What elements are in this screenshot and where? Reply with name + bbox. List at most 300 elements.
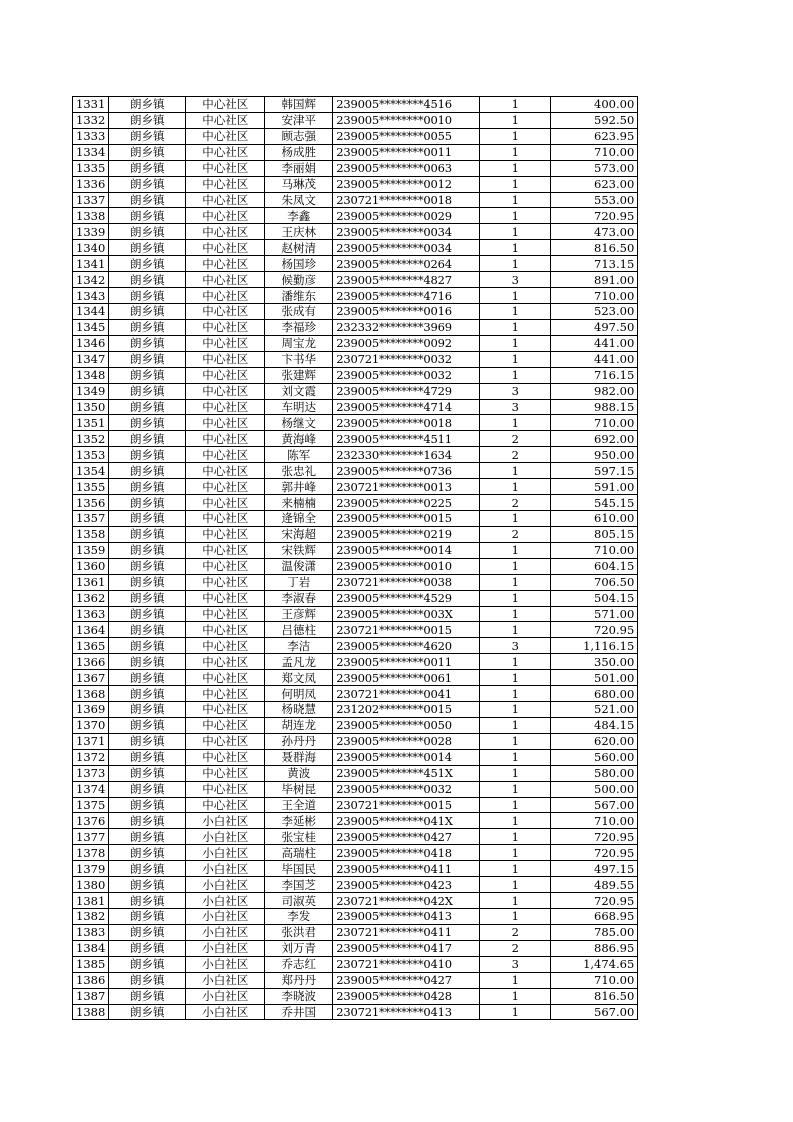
town-cell: 朗乡镇 [109,765,186,781]
household-count-cell: 1 [480,1004,551,1020]
household-count-cell: 1 [480,877,551,893]
id-number-cell: 239005********003X [333,606,480,622]
amount-cell: 891.00 [551,272,638,288]
community-cell: 中心社区 [186,112,265,128]
table-row [73,781,638,797]
name-cell: 陈军 [265,447,333,463]
name-cell: 韩国辉 [265,97,333,113]
town-cell: 朗乡镇 [109,845,186,861]
row-number-cell: 1366 [73,654,109,670]
table-row [73,224,638,240]
community-cell: 小白社区 [186,988,265,1004]
community-cell: 中心社区 [186,176,265,192]
community-cell: 小白社区 [186,1004,265,1020]
household-count-cell: 1 [480,367,551,383]
table-row [73,144,638,160]
row-number-cell: 1378 [73,845,109,861]
town-cell: 朗乡镇 [109,909,186,925]
amount-cell: 716.15 [551,367,638,383]
amount-cell: 710.00 [551,144,638,160]
community-cell: 中心社区 [186,160,265,176]
name-cell: 卞书华 [265,351,333,367]
town-cell: 朗乡镇 [109,638,186,654]
id-number-cell: 239005********4516 [333,97,480,113]
town-cell: 朗乡镇 [109,319,186,335]
id-number-cell: 232332********3969 [333,319,480,335]
name-cell: 张建辉 [265,367,333,383]
name-cell: 李延彬 [265,813,333,829]
community-cell: 小白社区 [186,813,265,829]
row-number-cell: 1373 [73,765,109,781]
amount-cell: 710.00 [551,415,638,431]
row-number-cell: 1334 [73,144,109,160]
name-cell: 李淑春 [265,590,333,606]
amount-cell: 545.15 [551,495,638,511]
town-cell: 朗乡镇 [109,988,186,1004]
name-cell: 李鑫 [265,208,333,224]
amount-cell: 553.00 [551,192,638,208]
household-count-cell: 1 [480,144,551,160]
community-cell: 中心社区 [186,797,265,813]
id-number-cell: 239005********0225 [333,495,480,511]
id-number-cell: 230721********0413 [333,1004,480,1020]
community-cell: 中心社区 [186,463,265,479]
amount-cell: 720.95 [551,208,638,224]
household-count-cell: 1 [480,128,551,144]
name-cell: 毕树昆 [265,781,333,797]
table-row [73,526,638,542]
household-count-cell: 1 [480,797,551,813]
community-cell: 小白社区 [186,893,265,909]
id-number-cell: 239005********0012 [333,176,480,192]
town-cell: 朗乡镇 [109,526,186,542]
town-cell: 朗乡镇 [109,224,186,240]
community-cell: 小白社区 [186,845,265,861]
row-number-cell: 1376 [73,813,109,829]
row-number-cell: 1377 [73,829,109,845]
id-number-cell: 239005********0219 [333,526,480,542]
name-cell: 温俊潇 [265,558,333,574]
id-number-cell: 239005********0411 [333,861,480,877]
amount-cell: 805.15 [551,526,638,542]
community-cell: 小白社区 [186,909,265,925]
amount-cell: 521.00 [551,702,638,718]
row-number-cell: 1349 [73,383,109,399]
id-number-cell: 239005********0010 [333,112,480,128]
amount-cell: 710.00 [551,813,638,829]
community-cell: 中心社区 [186,192,265,208]
town-cell: 朗乡镇 [109,590,186,606]
household-count-cell: 1 [480,845,551,861]
amount-cell: 668.95 [551,909,638,925]
row-number-cell: 1386 [73,972,109,988]
name-cell: 刘文霞 [265,383,333,399]
household-count-cell: 1 [480,574,551,590]
amount-cell: 623.95 [551,128,638,144]
amount-cell: 400.00 [551,97,638,113]
table-row [73,797,638,813]
row-number-cell: 1364 [73,622,109,638]
id-number-cell: 239005********0423 [333,877,480,893]
name-cell: 孙丹丹 [265,733,333,749]
amount-cell: 706.50 [551,574,638,590]
id-number-cell: 239005********0028 [333,733,480,749]
name-cell: 杨继文 [265,415,333,431]
town-cell: 朗乡镇 [109,288,186,304]
name-cell: 黄波 [265,765,333,781]
town-cell: 朗乡镇 [109,367,186,383]
town-cell: 朗乡镇 [109,399,186,415]
table-row [73,431,638,447]
town-cell: 朗乡镇 [109,479,186,495]
town-cell: 朗乡镇 [109,192,186,208]
roster-table [72,96,638,1020]
household-count-cell: 1 [480,319,551,335]
row-number-cell: 1365 [73,638,109,654]
town-cell: 朗乡镇 [109,717,186,733]
table-row [73,606,638,622]
amount-cell: 484.15 [551,717,638,733]
community-cell: 中心社区 [186,526,265,542]
town-cell: 朗乡镇 [109,351,186,367]
id-number-cell: 239005********0014 [333,542,480,558]
row-number-cell: 1348 [73,367,109,383]
table-row [73,256,638,272]
name-cell: 马琳茂 [265,176,333,192]
row-number-cell: 1360 [73,558,109,574]
row-number-cell: 1369 [73,702,109,718]
town-cell: 朗乡镇 [109,813,186,829]
id-number-cell: 230721********0032 [333,351,480,367]
town-cell: 朗乡镇 [109,829,186,845]
household-count-cell: 1 [480,829,551,845]
name-cell: 王彦辉 [265,606,333,622]
id-number-cell: 230721********0013 [333,479,480,495]
amount-cell: 720.95 [551,845,638,861]
amount-cell: 350.00 [551,654,638,670]
community-cell: 中心社区 [186,733,265,749]
community-cell: 小白社区 [186,924,265,940]
table-row [73,160,638,176]
table-row [73,924,638,940]
amount-cell: 504.15 [551,590,638,606]
household-count-cell: 1 [480,861,551,877]
amount-cell: 710.00 [551,972,638,988]
id-number-cell: 230721********0411 [333,924,480,940]
table-row [73,128,638,144]
table-row [73,351,638,367]
household-count-cell: 1 [480,909,551,925]
community-cell: 中心社区 [186,686,265,702]
town-cell: 朗乡镇 [109,144,186,160]
household-count-cell: 1 [480,733,551,749]
table-row [73,702,638,718]
amount-cell: 785.00 [551,924,638,940]
community-cell: 小白社区 [186,956,265,972]
name-cell: 杨国珍 [265,256,333,272]
row-number-cell: 1387 [73,988,109,1004]
community-cell: 中心社区 [186,272,265,288]
household-count-cell: 1 [480,717,551,733]
household-count-cell: 3 [480,399,551,415]
household-count-cell: 1 [480,288,551,304]
id-number-cell: 239005********0264 [333,256,480,272]
community-cell: 小白社区 [186,861,265,877]
id-number-cell: 230721********0015 [333,622,480,638]
row-number-cell: 1379 [73,861,109,877]
name-cell: 张成有 [265,303,333,319]
amount-cell: 592.50 [551,112,638,128]
table-row [73,319,638,335]
household-count-cell: 1 [480,97,551,113]
household-count-cell: 2 [480,431,551,447]
household-count-cell: 1 [480,240,551,256]
amount-cell: 713.15 [551,256,638,272]
name-cell: 丁岩 [265,574,333,590]
town-cell: 朗乡镇 [109,877,186,893]
table-row [73,510,638,526]
table-row [73,112,638,128]
row-number-cell: 1358 [73,526,109,542]
household-count-cell: 1 [480,765,551,781]
community-cell: 中心社区 [186,447,265,463]
name-cell: 李晓波 [265,988,333,1004]
row-number-cell: 1375 [73,797,109,813]
town-cell: 朗乡镇 [109,749,186,765]
name-cell: 周宝龙 [265,335,333,351]
household-count-cell: 1 [480,208,551,224]
id-number-cell: 239005********0428 [333,988,480,1004]
town-cell: 朗乡镇 [109,208,186,224]
town-cell: 朗乡镇 [109,112,186,128]
table-row [73,829,638,845]
community-cell: 中心社区 [186,128,265,144]
row-number-cell: 1331 [73,97,109,113]
table-row [73,240,638,256]
id-number-cell: 230721********0015 [333,797,480,813]
name-cell: 张宝桂 [265,829,333,845]
household-count-cell: 1 [480,256,551,272]
name-cell: 吕德柱 [265,622,333,638]
town-cell: 朗乡镇 [109,940,186,956]
household-count-cell: 1 [480,335,551,351]
roster-table-body [73,97,638,1020]
town-cell: 朗乡镇 [109,303,186,319]
amount-cell: 500.00 [551,781,638,797]
table-row [73,590,638,606]
id-number-cell: 239005********4511 [333,431,480,447]
id-number-cell: 239005********0092 [333,335,480,351]
id-number-cell: 239005********041X [333,813,480,829]
row-number-cell: 1367 [73,670,109,686]
name-cell: 李丽娟 [265,160,333,176]
household-count-cell: 3 [480,272,551,288]
amount-cell: 441.00 [551,351,638,367]
name-cell: 杨晓慧 [265,702,333,718]
id-number-cell: 239005********4827 [333,272,480,288]
name-cell: 逄锦全 [265,510,333,526]
table-row [73,638,638,654]
name-cell: 聂群海 [265,749,333,765]
table-row [73,893,638,909]
id-number-cell: 239005********0034 [333,240,480,256]
household-count-cell: 1 [480,893,551,909]
community-cell: 中心社区 [186,654,265,670]
id-number-cell: 239005********0032 [333,781,480,797]
id-number-cell: 239005********0055 [333,128,480,144]
table-row [73,813,638,829]
row-number-cell: 1339 [73,224,109,240]
household-count-cell: 1 [480,479,551,495]
household-count-cell: 1 [480,972,551,988]
id-number-cell: 239005********0014 [333,749,480,765]
id-number-cell: 239005********0010 [333,558,480,574]
name-cell: 高瑞柱 [265,845,333,861]
town-cell: 朗乡镇 [109,128,186,144]
community-cell: 中心社区 [186,590,265,606]
name-cell: 黄海峰 [265,431,333,447]
amount-cell: 571.00 [551,606,638,622]
amount-cell: 560.00 [551,749,638,765]
row-number-cell: 1336 [73,176,109,192]
table-row [73,670,638,686]
household-count-cell: 1 [480,224,551,240]
community-cell: 中心社区 [186,224,265,240]
table-row [73,288,638,304]
amount-cell: 692.00 [551,431,638,447]
row-number-cell: 1335 [73,160,109,176]
id-number-cell: 239005********0418 [333,845,480,861]
amount-cell: 441.00 [551,335,638,351]
household-count-cell: 2 [480,495,551,511]
row-number-cell: 1363 [73,606,109,622]
row-number-cell: 1337 [73,192,109,208]
id-number-cell: 239005********0427 [333,972,480,988]
town-cell: 朗乡镇 [109,797,186,813]
community-cell: 中心社区 [186,765,265,781]
row-number-cell: 1342 [73,272,109,288]
id-number-cell: 239005********0061 [333,670,480,686]
row-number-cell: 1382 [73,909,109,925]
row-number-cell: 1380 [73,877,109,893]
table-row [73,622,638,638]
household-count-cell: 1 [480,303,551,319]
name-cell: 李发 [265,909,333,925]
community-cell: 中心社区 [186,97,265,113]
town-cell: 朗乡镇 [109,893,186,909]
town-cell: 朗乡镇 [109,240,186,256]
household-count-cell: 1 [480,510,551,526]
row-number-cell: 1354 [73,463,109,479]
town-cell: 朗乡镇 [109,654,186,670]
community-cell: 中心社区 [186,208,265,224]
household-count-cell: 1 [480,813,551,829]
community-cell: 中心社区 [186,670,265,686]
row-number-cell: 1370 [73,717,109,733]
id-number-cell: 239005********0015 [333,510,480,526]
table-row [73,542,638,558]
household-count-cell: 1 [480,415,551,431]
table-row [73,272,638,288]
household-count-cell: 1 [480,702,551,718]
id-number-cell: 230721********0038 [333,574,480,590]
name-cell: 赵树清 [265,240,333,256]
town-cell: 朗乡镇 [109,670,186,686]
row-number-cell: 1372 [73,749,109,765]
community-cell: 中心社区 [186,303,265,319]
community-cell: 中心社区 [186,749,265,765]
household-count-cell: 1 [480,542,551,558]
row-number-cell: 1362 [73,590,109,606]
table-row [73,686,638,702]
table-row [73,399,638,415]
amount-cell: 610.00 [551,510,638,526]
row-number-cell: 1341 [73,256,109,272]
household-count-cell: 1 [480,749,551,765]
name-cell: 乔井国 [265,1004,333,1020]
row-number-cell: 1332 [73,112,109,128]
table-row [73,733,638,749]
household-count-cell: 1 [480,606,551,622]
town-cell: 朗乡镇 [109,924,186,940]
town-cell: 朗乡镇 [109,160,186,176]
household-count-cell: 1 [480,686,551,702]
town-cell: 朗乡镇 [109,558,186,574]
id-number-cell: 239005********4729 [333,383,480,399]
table-row [73,495,638,511]
row-number-cell: 1388 [73,1004,109,1020]
table-row [73,335,638,351]
household-count-cell: 1 [480,670,551,686]
id-number-cell: 239005********0034 [333,224,480,240]
town-cell: 朗乡镇 [109,781,186,797]
table-row [73,749,638,765]
id-number-cell: 239005********0032 [333,367,480,383]
amount-cell: 620.00 [551,733,638,749]
community-cell: 中心社区 [186,510,265,526]
row-number-cell: 1368 [73,686,109,702]
town-cell: 朗乡镇 [109,447,186,463]
town-cell: 朗乡镇 [109,1004,186,1020]
household-count-cell: 1 [480,781,551,797]
household-count-cell: 1 [480,988,551,1004]
household-count-cell: 1 [480,176,551,192]
amount-cell: 710.00 [551,288,638,304]
row-number-cell: 1333 [73,128,109,144]
community-cell: 中心社区 [186,558,265,574]
town-cell: 朗乡镇 [109,606,186,622]
town-cell: 朗乡镇 [109,256,186,272]
community-cell: 中心社区 [186,144,265,160]
name-cell: 郑丹丹 [265,972,333,988]
id-number-cell: 230721********0041 [333,686,480,702]
community-cell: 中心社区 [186,288,265,304]
row-number-cell: 1385 [73,956,109,972]
amount-cell: 501.00 [551,670,638,686]
table-row [73,97,638,113]
household-count-cell: 3 [480,638,551,654]
table-row [73,861,638,877]
table-row [73,558,638,574]
amount-cell: 497.15 [551,861,638,877]
household-count-cell: 2 [480,924,551,940]
amount-cell: 720.95 [551,829,638,845]
community-cell: 中心社区 [186,351,265,367]
id-number-cell: 239005********0011 [333,654,480,670]
row-number-cell: 1350 [73,399,109,415]
id-number-cell: 231202********0015 [333,702,480,718]
row-number-cell: 1361 [73,574,109,590]
